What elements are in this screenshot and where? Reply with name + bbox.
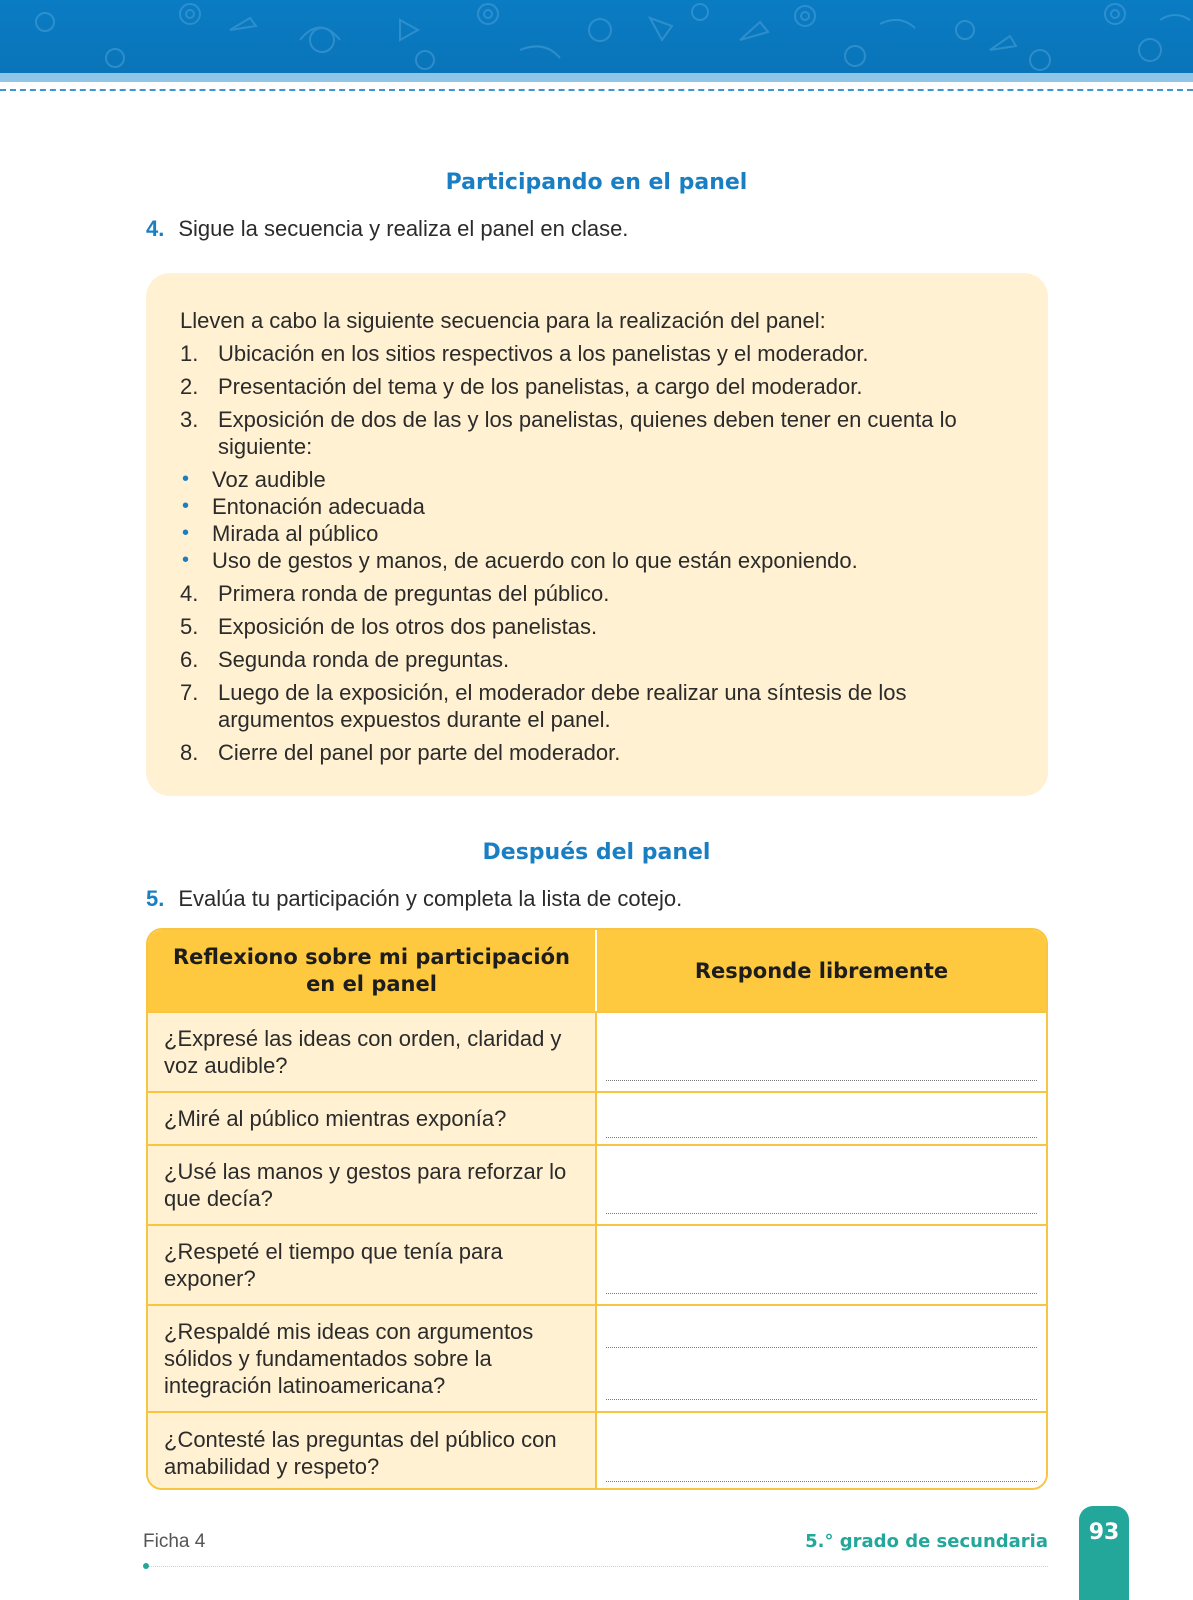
item-number: 4.	[180, 581, 199, 606]
bullet-icon: •	[182, 549, 190, 571]
table-row	[148, 1304, 1046, 1411]
table-row	[148, 1224, 1046, 1304]
bullet-text: Uso de gestos y manos, de acuerdo con lo que están exponiendo.	[212, 548, 858, 573]
instruction-text: Evalúa tu participación y completa la lista de cotejo.	[178, 886, 683, 911]
answer-line	[606, 1481, 1037, 1482]
bullet-icon: •	[182, 468, 190, 490]
item-text: Exposición de dos de las y los panelistas, quienes deben tener en cuenta lo siguiente:	[218, 407, 957, 459]
banner-dashed-line	[0, 89, 1193, 91]
footer-dot-icon	[143, 1563, 149, 1569]
answer-field[interactable]	[597, 1013, 1046, 1091]
answer-line	[606, 1347, 1037, 1348]
bullet-icon: •	[182, 522, 190, 544]
question-cell: ¿Respeté el tiempo que tenía para exponer?	[148, 1226, 597, 1304]
item-text: Exposición de los otros dos panelistas.	[218, 614, 598, 639]
item-number: 5.	[180, 614, 199, 639]
item-number: 1.	[180, 341, 199, 366]
answer-field[interactable]	[597, 1093, 1046, 1144]
sequence-item	[180, 739, 1020, 766]
sequence-content	[180, 307, 1020, 772]
bullet-text: Entonación adecuada	[212, 494, 425, 519]
table-row	[148, 1144, 1046, 1224]
item-text: Ubicación en los sitios respectivos a los panelistas y el moderador.	[218, 341, 869, 366]
instruction-number: 4.	[146, 216, 165, 241]
table-header	[148, 930, 1046, 1011]
sequence-item	[180, 613, 1020, 640]
question-cell: ¿Expresé las ideas con orden, claridad y voz audible?	[148, 1013, 597, 1091]
table-row	[148, 1091, 1046, 1144]
bullet-list	[180, 466, 1020, 574]
answer-line	[606, 1137, 1037, 1138]
question-cell: ¿Miré al público mientras exponía?	[148, 1093, 597, 1144]
item-text: Segunda ronda de preguntas.	[218, 647, 510, 672]
sequence-item	[180, 373, 1020, 400]
sequence-item	[180, 646, 1020, 673]
instruction-text: Sigue la secuencia y realiza el panel en clase.	[178, 216, 629, 241]
page-number-tab	[1079, 1506, 1129, 1600]
answer-line	[606, 1080, 1037, 1081]
bullet-text: Mirada al público	[212, 521, 379, 546]
item-text: Luego de la exposición, el moderador debe realizar una síntesis de los argumentos expuestos durante el panel.	[218, 680, 907, 732]
bullet-item	[180, 493, 1020, 520]
answer-line	[606, 1293, 1037, 1294]
sequence-item	[180, 679, 1020, 733]
item-text: Primera ronda de preguntas del público.	[218, 581, 610, 606]
answer-line	[606, 1399, 1037, 1400]
banner-strip	[0, 73, 1193, 82]
sequence-intro: Lleven a cabo la siguiente secuencia para la realización del panel:	[180, 308, 826, 333]
sequence-item	[180, 580, 1020, 607]
sequence-box	[146, 273, 1048, 796]
question-cell: ¿Respaldé mis ideas con argumentos sólidos y fundamentados sobre la integración latinoamericana?	[148, 1306, 597, 1411]
instruction-number: 5.	[146, 886, 165, 911]
table-row	[148, 1411, 1046, 1490]
item-number: 7.	[180, 680, 199, 705]
bullet-text: Voz audible	[212, 467, 326, 492]
header-banner	[0, 0, 1193, 73]
item-number: 3.	[180, 407, 199, 432]
bullet-icon: •	[182, 495, 190, 517]
sequence-item	[180, 340, 1020, 367]
footer-grade: 5.° grado de secundaria	[805, 1531, 1048, 1552]
answer-field[interactable]	[597, 1306, 1046, 1411]
footer-ficha: Ficha 4	[143, 1531, 206, 1552]
banner-decoration	[0, 0, 1193, 73]
table-row	[148, 1011, 1046, 1091]
question-cell: ¿Usé las manos y gestos para reforzar lo que decía?	[148, 1146, 597, 1224]
sequence-item	[180, 406, 1020, 460]
item-number: 8.	[180, 740, 199, 765]
page-number: 93	[1088, 1520, 1120, 1545]
bullet-item	[180, 520, 1020, 547]
instruction-5	[146, 886, 682, 912]
header-reflexiono: Reflexiono sobre mi participación en el panel	[148, 930, 597, 1011]
answer-field[interactable]	[597, 1226, 1046, 1304]
answer-field[interactable]	[597, 1146, 1046, 1224]
item-number: 6.	[180, 647, 199, 672]
item-text: Cierre del panel por parte del moderador.	[218, 740, 621, 765]
instruction-4	[146, 216, 628, 242]
section-title-participando: Participando en el panel	[445, 170, 748, 195]
answer-field[interactable]	[597, 1413, 1046, 1490]
bullet-item	[180, 547, 1020, 574]
checklist-table	[146, 928, 1048, 1490]
question-cell: ¿Contesté las preguntas del público con amabilidad y respeto?	[148, 1413, 597, 1490]
bullet-item	[180, 466, 1020, 493]
answer-line	[606, 1213, 1037, 1214]
header-responde: Responde libremente	[694, 958, 949, 983]
item-number: 2.	[180, 374, 199, 399]
footer-divider	[146, 1566, 1048, 1567]
item-text: Presentación del tema y de los panelistas, a cargo del moderador.	[218, 374, 863, 399]
section-title-despues: Después del panel	[482, 840, 711, 865]
